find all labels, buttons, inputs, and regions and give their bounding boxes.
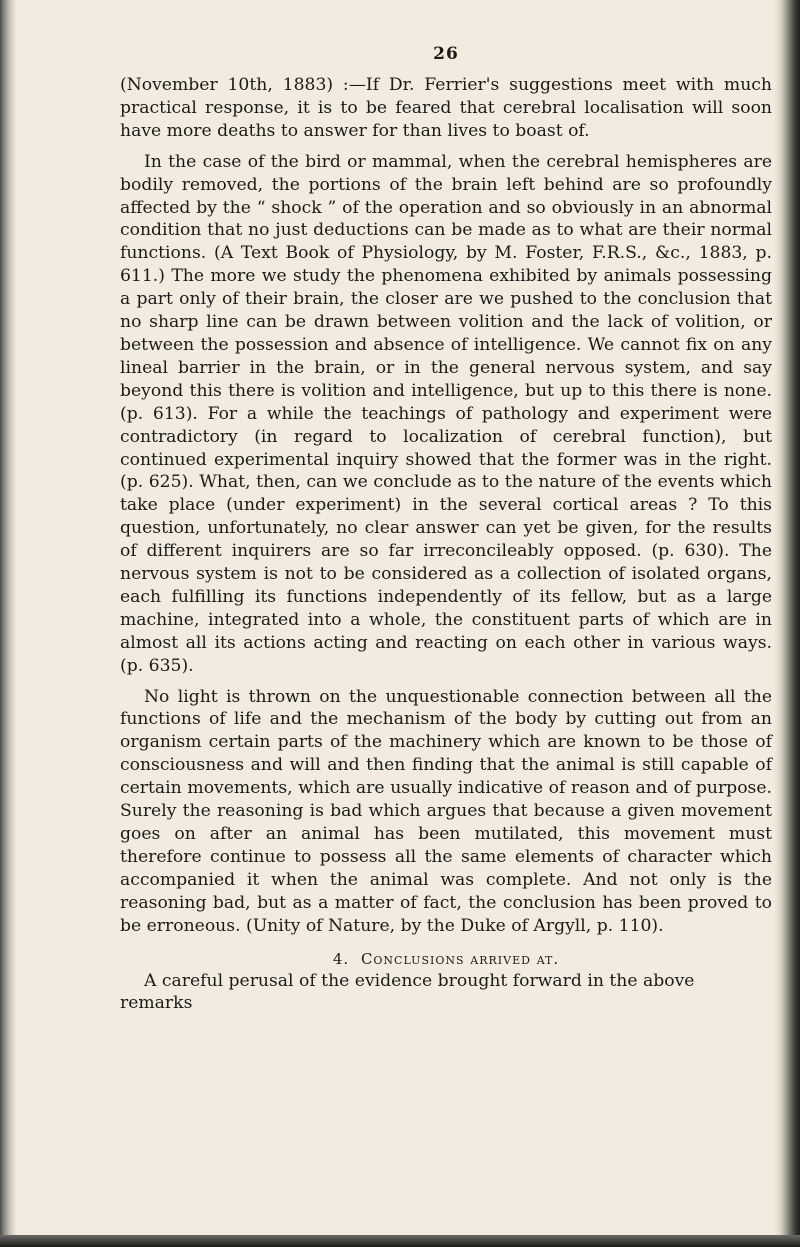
section-heading xyxy=(120,950,772,968)
paragraph-1: (November 10th, 1883) :—If Dr. Ferrier's suggestions meet with much practical response, it is to be feared that cerebral localisation will soon have more deaths to answer for than lives to boast of. xyxy=(120,75,772,141)
paragraph-3: No light is thrown on the unquestionable connection between all the functions of life and the mechanism of the body by cutting out from an organism certain parts of the machinery which are known to be those of consciousness and will and then finding that the animal is still capable of certain movements, which are usually indicative of reason and of purpose. Surely the reasoning is bad which argues that because a given movement goes on after an animal has been mutilated, this movement must therefore continue to possess all the same elements of character which accompanied it when the animal was complete. And not only is the reasoning bad, but as a matter of fact, the conclusion has been proved to be erroneous. (Unity of Nature, by the Duke of Argyll, p. 110). xyxy=(120,686,772,936)
paragraph-2: In the case of the bird or mammal, when the cerebral hemispheres are bodily removed, the portions of the brain left behind are so profoundly affected by the “ shock ” of the operation and so obviously in an abnormal condition that no just deductions can be made as to what are their normal functions. (A Text Book of Physiology, by M. Foster, F.R.S., &c., 1883, p. 611.) The more we study the phenomena exhibited by animals possessing a part only of their brain, the closer are we pushed to the conclusion that no sharp line can be drawn between volition and the lack of volition, or between the possession and absence of intelligence. We cannot fix on any lineal barrier in the brain, or in the general nervous system, and say beyond this there is volition and intelligence, but up to this there is none. (p. 613). For a while the teachings of pathology and experiment were contradictory (in regard to localization of cerebral function), but continued experimental inquiry showed that the former was in the right. (p. 625). What, then, can we conclude as to the nature of the events which take place (under experiment) in the several cortical areas ? To this question, unfortunately, no clear answer can yet be given, for the results of different inquirers are so far irreconcileably opposed. (p. 630). The nervous system is not to be considered as a collection of isolated organs, each fulfilling its functions independently of its fellow, but as a large machine, integrated into a whole, the constituent parts of which are in almost all its actions acting and reacting on each other in various ways. (p. 635). xyxy=(120,151,772,676)
section-number: 4. xyxy=(332,949,350,968)
document-page xyxy=(120,44,772,1015)
left-page-edge xyxy=(0,0,16,1247)
right-page-edge xyxy=(774,0,800,1247)
section-title: Conclusions arrived at. xyxy=(360,949,560,968)
page-number: 26 xyxy=(433,44,459,64)
bottom-scan-edge xyxy=(0,1235,800,1247)
final-line: A careful perusal of the evidence brought forward in the above remarks xyxy=(120,970,695,1014)
